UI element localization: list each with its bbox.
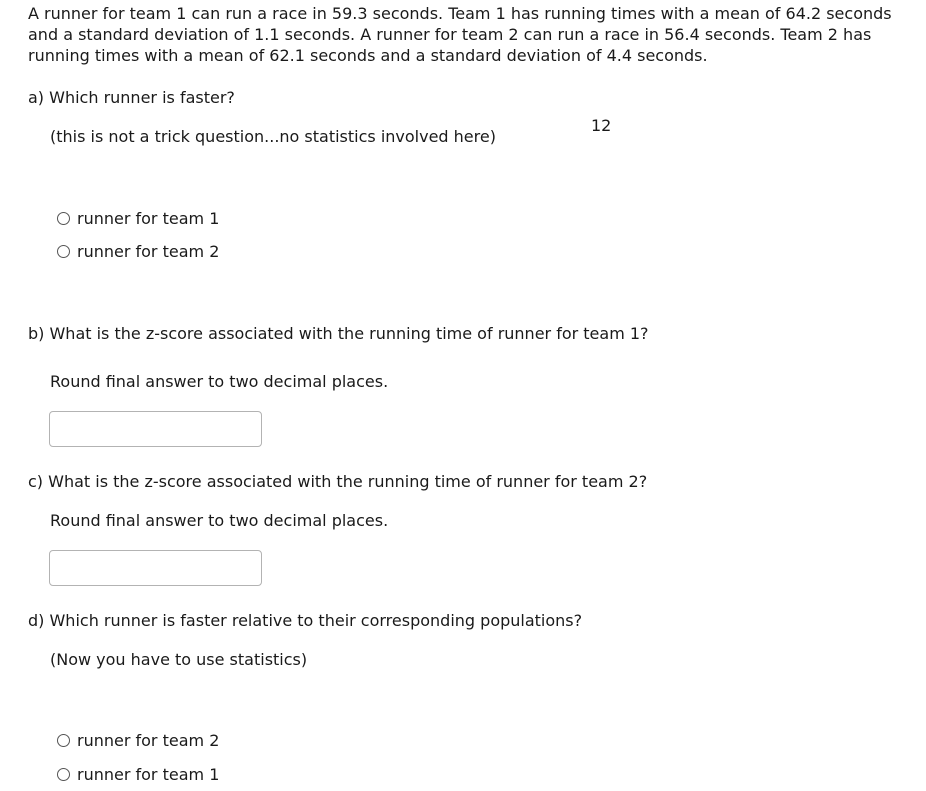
option-label: runner for team 2 — [77, 241, 220, 261]
radio-button[interactable] — [57, 768, 70, 781]
part-b-instruction: Round final answer to two decimal places. — [50, 372, 389, 391]
radio-button[interactable] — [57, 212, 70, 225]
problem-line-2: and a standard deviation of 1.1 seconds. A runner for team 2 can run a race in 56.4 seconds. Team 2 has — [28, 25, 872, 44]
part-c-question: c) What is the z-score associated with the running time of runner for team 2? — [28, 472, 648, 491]
part-a-option-1[interactable] — [57, 207, 219, 229]
option-label: runner for team 2 — [77, 730, 220, 750]
side-number: 12 — [591, 116, 612, 135]
part-d-option-2[interactable] — [57, 763, 219, 785]
part-a-question: a) Which runner is faster? — [28, 88, 235, 107]
part-d-question: d) Which runner is faster relative to their corresponding populations? — [28, 611, 583, 630]
part-b-answer-input[interactable] — [49, 411, 262, 447]
part-d-note: (Now you have to use statistics) — [50, 650, 308, 669]
problem-statement — [28, 3, 908, 66]
part-a-option-2[interactable] — [57, 240, 219, 262]
part-d-option-1[interactable] — [57, 729, 219, 751]
part-c-instruction: Round final answer to two decimal places. — [50, 511, 389, 530]
option-label: runner for team 1 — [77, 208, 220, 228]
part-b-question: b) What is the z-score associated with the running time of runner for team 1? — [28, 324, 649, 343]
problem-line-3: running times with a mean of 62.1 seconds and a standard deviation of 4.4 seconds. — [28, 46, 708, 65]
part-c-answer-input[interactable] — [49, 550, 262, 586]
radio-button[interactable] — [57, 245, 70, 258]
radio-button[interactable] — [57, 734, 70, 747]
problem-line-1: A runner for team 1 can run a race in 59.3 seconds. Team 1 has running times with a mean of 64.2 seconds — [28, 4, 892, 23]
option-label: runner for team 1 — [77, 764, 220, 784]
part-a-note: (this is not a trick question...no statistics involved here) — [50, 127, 496, 146]
